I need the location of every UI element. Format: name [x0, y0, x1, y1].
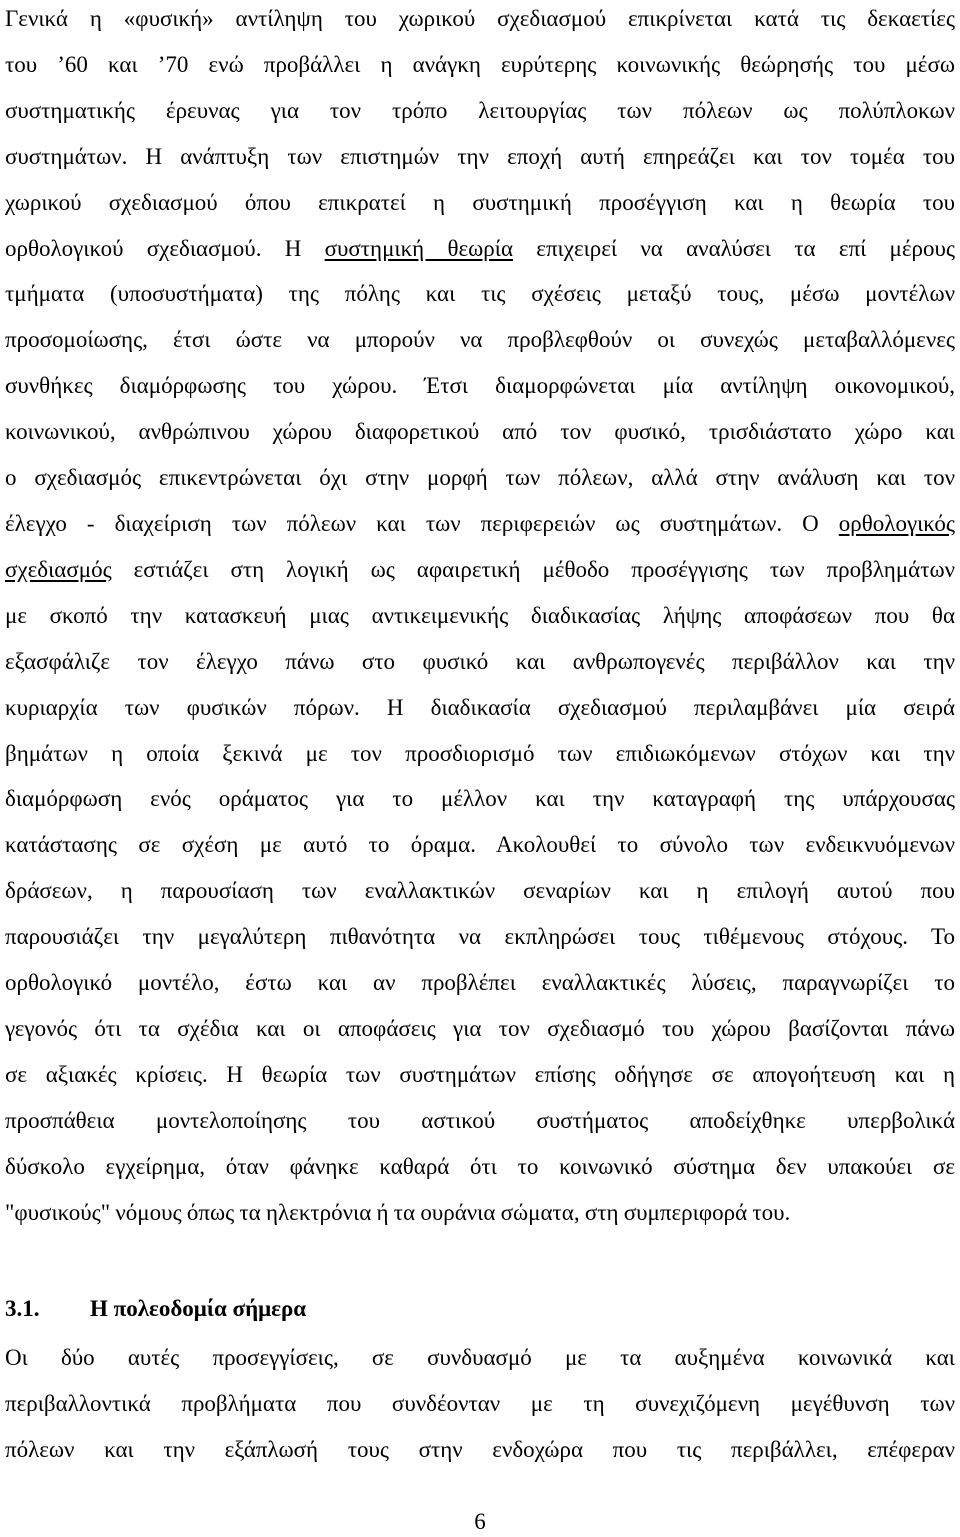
text-line: ο σχεδιασμός επικεντρώνεται όχι στην μορφή των πόλεων, αλλά στην ανάλυση και τον — [5, 465, 955, 491]
text-line: του ’60 και ’70 ενώ προβάλλει η ανάγκη ευρύτερης κοινωνικής θεώρησής του μέσω — [5, 51, 955, 77]
text-line: συνθήκες διαμόρφωσης του χώρου. Έτσι διαμορφώνεται μία αντίληψη οικονομικού, — [5, 373, 955, 399]
text-fragment: ορθολογικού σχεδιασμού. Η — [5, 235, 325, 261]
text-line: τμήματα (υποσυστήματα) της πόλης και τις σχέσεις μεταξύ τους, μέσω μοντέλων — [5, 281, 955, 307]
text-line: "φυσικούς" νόμους όπως τα ηλεκτρόνια ή τα ουράνια σώματα, στη συμπεριφορά του. — [5, 1199, 791, 1225]
text-fragment: έλεγχο - διαχείριση των πόλεων και των περιφερειών ως συστημάτων. Ο — [5, 510, 839, 536]
text-line: Οι δύο αυτές προσεγγίσεις, σε συνδυασμό με τα αυξημένα κοινωνικά και — [5, 1345, 955, 1370]
text-line: προσπάθεια μοντελοποίησης του αστικού συστήματος αποδείχθηκε υπερβολικά — [5, 1107, 955, 1133]
text-fragment: εστιάζει στη λογική ως αφαιρετική μέθοδο προσέγγισης των προβλημάτων — [111, 556, 955, 582]
text-line: γεγονός ότι τα σχέδια και οι αποφάσεις για τον σχεδιασμό του χώρου βασίζονται πάνω — [5, 1015, 955, 1041]
text-line: κυριαρχία των φυσικών πόρων. Η διαδικασία σχεδιασμού περιλαμβάνει μία σειρά — [5, 694, 955, 720]
text-line: κατάστασης σε σχέση με αυτό το όραμα. Ακολουθεί το σύνολο των ενδεικνυόμενων — [5, 832, 955, 858]
section-title: Η πολεοδομία σήμερα — [90, 1296, 307, 1321]
text-line: περιβαλλοντικά προβλήματα που συνδέονταν με τη συνεχιζόμενη μεγέθυνση των — [5, 1390, 955, 1416]
text-line: με σκοπό την κατασκευή μιας αντικειμενικής διαδικασίας λήψης αποφάσεων που θα — [5, 602, 955, 628]
text-line: εξασφάλιζε τον έλεγχο πάνω στο φυσικό και ανθρωπογενές περιβάλλον και την — [5, 648, 955, 674]
text-line: χωρικού σχεδιασμού όπου επικρατεί η συστημική προσέγγιση και η θεωρία του — [5, 189, 955, 215]
text-line: βημάτων η οποία ξεκινά με τον προσδιορισμό των επιδιωκόμενων στόχων και την — [5, 740, 955, 766]
section-number: 3.1. — [5, 1296, 40, 1321]
underlined-term-planning: σχεδιασμός — [5, 556, 112, 582]
text-line — [5, 226, 955, 272]
text-line: συστημάτων. Η ανάπτυξη των επιστημών την εποχή αυτή επηρεάζει και τον τομέα του — [5, 143, 955, 169]
text-line: δύσκολο εγχείρημα, όταν φάνηκε καθαρά ότι το κοινωνικό σύστημα δεν υπακούει σε — [5, 1153, 955, 1179]
section-heading — [5, 1294, 306, 1324]
text-line: διαμόρφωση ενός οράματος για το μέλλον και την καταγραφή της υπάρχουσας — [5, 786, 955, 812]
text-line: προσομοίωσης, έτσι ώστε να μπορούν να προβλεφθούν οι συνεχώς μεταβαλλόμενες — [5, 327, 955, 353]
underlined-term-rational: ορθολογικός — [838, 510, 955, 536]
text-fragment: επιχειρεί να αναλύσει τα επί μέρους — [513, 235, 956, 261]
underlined-term-systems-theory: συστημική θεωρία — [324, 235, 514, 261]
document-page — [5, 0, 956, 1462]
text-line: Γενικά η «φυσική» αντίληψη του χωρικού σχεδιασμού επικρίνεται κατά τις δεκαετίες — [5, 6, 955, 31]
text-line: ορθολογικό μοντέλο, έστω και αν προβλέπει εναλλακτικές λύσεις, παραγνωρίζει το — [5, 970, 955, 996]
text-line: συστηματικής έρευνας για τον τρόπο λειτουργίας των πόλεων ως πολύπλοκων — [5, 97, 955, 123]
text-line: σε αξιακές κρίσεις. Η θεωρία των συστημάτων επίσης οδήγησε σε απογοήτευση και η — [5, 1061, 955, 1087]
paragraph-planning-today — [5, 1335, 955, 1473]
text-line: πόλεων και την εξάπλωσή τους στην ενδοχώρα που τις περιβάλλει, επέφεραν — [5, 1436, 955, 1462]
text-line: παρουσιάζει την μεγαλύτερη πιθανότητα να εκπληρώσει τους τιθέμενους στόχους. Το — [5, 924, 955, 950]
text-line: κοινωνικού, ανθρώπινου χώρου διαφορετικού από τον φυσικό, τρισδιάστατο χώρο και — [5, 419, 955, 445]
text-line — [5, 501, 955, 547]
text-line — [5, 547, 955, 593]
page-number: 6 — [474, 1509, 486, 1534]
paragraph-systems-theory — [5, 0, 955, 1235]
text-line: δράσεων, η παρουσίαση των εναλλακτικών σεναρίων και η επιλογή αυτού που — [5, 878, 955, 904]
